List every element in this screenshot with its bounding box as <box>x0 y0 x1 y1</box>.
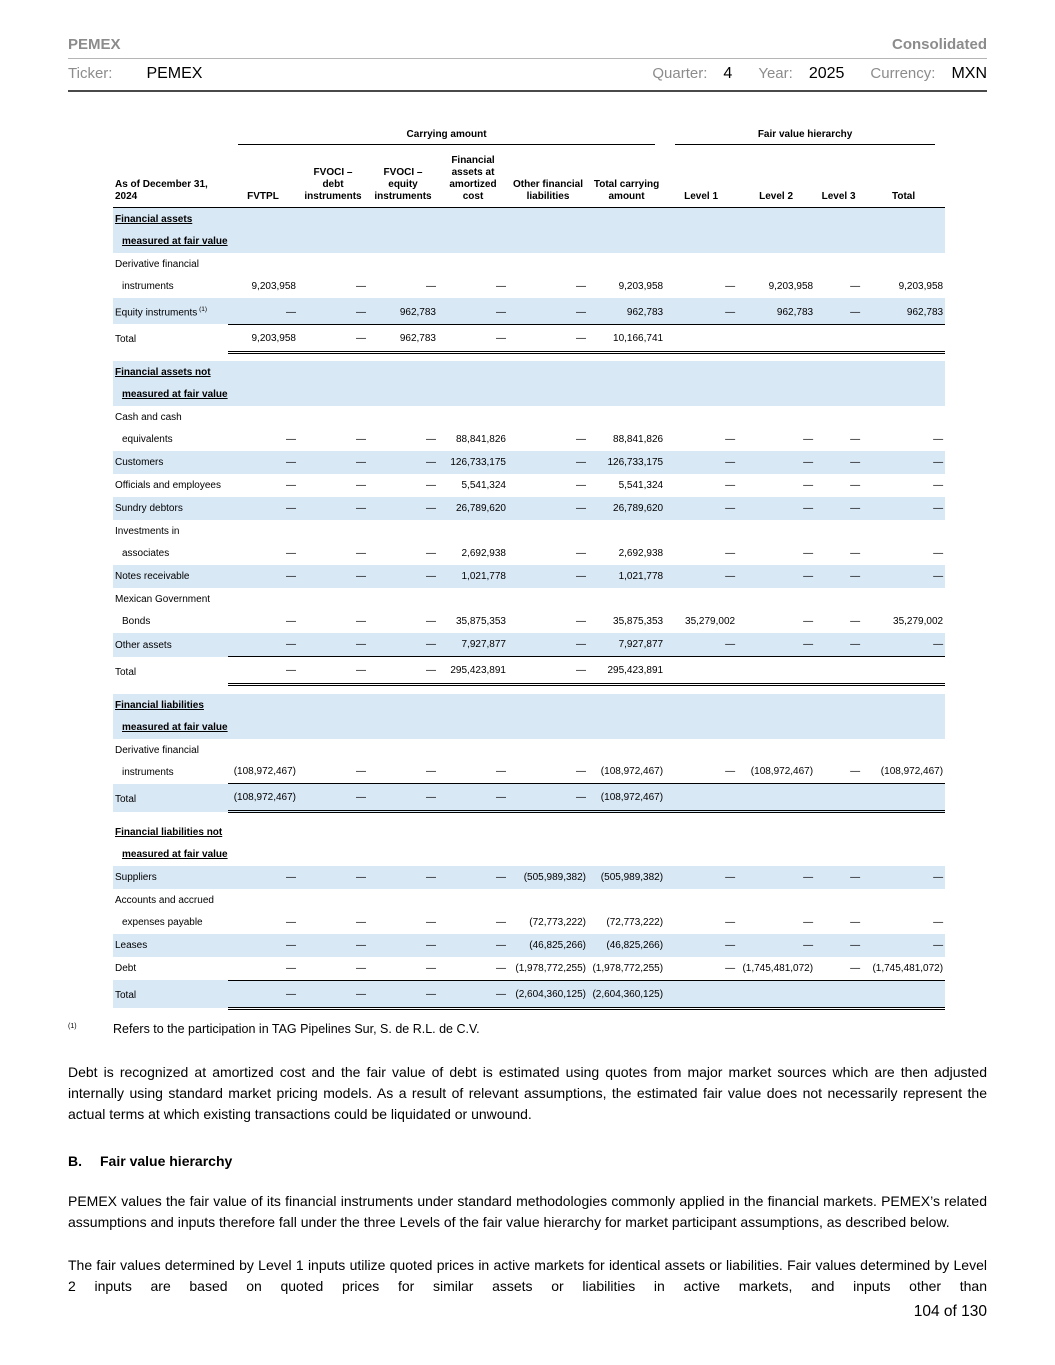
spacer-cell <box>113 685 945 694</box>
cell-value: — <box>228 565 298 588</box>
row-label: Total <box>115 666 137 678</box>
cell-value: — <box>298 565 368 588</box>
col-header-fvoci-debt: FVOCI – debt instruments <box>298 154 368 208</box>
cell-value: — <box>815 497 862 520</box>
brand-title: PEMEX <box>68 36 121 53</box>
cell-value: — <box>496 962 506 974</box>
levels-description-paragraph: The fair values determined by Level 1 inputs utilize quoted prices in active markets for identical assets or liabilities. Fair values determined by Level 2 inputs are based on quoted prices for similar assets or liabilities in active markets, and inputs other than <box>68 1256 987 1294</box>
col-header-total: Total <box>862 154 945 208</box>
fair-value-hierarchy-group <box>665 128 945 154</box>
row-label: Investments in associates <box>115 526 180 560</box>
total-row <box>113 784 945 812</box>
cell-value: — <box>356 281 366 292</box>
cell-value: (1,745,481,072) <box>742 962 814 974</box>
cell-value: — <box>286 480 296 492</box>
cell-value: 1,021,778 <box>588 565 665 588</box>
cell-value: — <box>737 565 815 588</box>
cell-value: — <box>298 633 368 657</box>
cell-value: — <box>496 281 506 292</box>
cell-value: — <box>862 497 945 520</box>
cell-value: — <box>803 434 814 446</box>
cell-value: 88,841,826 <box>455 434 506 446</box>
cell-value: 9,203,958 <box>618 281 664 292</box>
ticker-label: Ticker: <box>68 65 113 82</box>
cell-value: — <box>426 480 436 492</box>
debt-note-paragraph: Debt is recognized at amortized cost and the fair value of debt is estimated using quotes from major market sources which are then adjusted internally using standard market pricing models. As a result of relevant assumptions, the estimated fair value does not necessarily represent the actual terms at which existing transactions could be liquidated or unwound. <box>68 1063 987 1122</box>
table-row <box>113 406 945 451</box>
cell-value <box>737 980 815 1008</box>
row-label: Accounts and accrued expenses payable <box>115 894 214 928</box>
year-value: 2025 <box>808 65 845 82</box>
cell-value: 9,203,958 <box>228 324 298 352</box>
cell-value: — <box>368 980 438 1008</box>
cell-value: — <box>803 916 814 928</box>
cell-value: — <box>576 480 586 492</box>
cell-value: (72,773,222) <box>606 916 664 928</box>
col-header-fvoci-equity: FVOCI – equity instruments <box>368 154 438 208</box>
cell-value: — <box>815 298 862 324</box>
row-label: Financial assets not measured at fair value <box>113 361 945 406</box>
row-label: Total <box>113 980 228 1008</box>
cell-value: — <box>850 434 861 446</box>
cell-value: — <box>508 565 588 588</box>
cell-value: — <box>725 281 736 292</box>
cell-value: — <box>665 565 737 588</box>
cell-value: (1,978,772,255) <box>592 962 664 974</box>
col-header-other-financial-liabilities: Other financial liabilities <box>508 154 588 208</box>
cell-value: (505,989,382) <box>588 866 665 889</box>
cell-value <box>815 657 862 685</box>
row-label: Financial liabilities measured at fair value <box>113 694 945 739</box>
cell-value: (46,825,266) <box>588 934 665 957</box>
row-label: Officials and employees <box>115 480 221 492</box>
col-header-level-1: Level 1 <box>665 154 737 208</box>
total-row <box>113 657 945 685</box>
cell-value <box>665 784 737 812</box>
year-label: Year: <box>758 65 793 82</box>
cell-value <box>815 324 862 352</box>
cell-value: — <box>725 480 736 492</box>
cell-value: — <box>228 298 298 324</box>
cell-value: (108,972,467) <box>600 766 664 778</box>
table-row <box>113 253 945 298</box>
cell-value: — <box>356 480 366 492</box>
cell-value: — <box>426 962 436 974</box>
cell-value <box>862 980 945 1008</box>
cell-value: (1,745,481,072) <box>872 962 944 974</box>
column-header-row <box>113 154 945 208</box>
cell-value: — <box>368 497 438 520</box>
cell-value: 35,875,353 <box>613 616 664 628</box>
currency-label: Currency: <box>870 65 936 82</box>
cell-value: (108,972,467) <box>880 766 944 778</box>
cell-value: — <box>737 866 815 889</box>
cell-value: — <box>815 565 862 588</box>
cell-value: — <box>850 480 861 492</box>
col-header-total-carrying-amount: Total carrying amount <box>588 154 665 208</box>
cell-value: — <box>737 451 815 474</box>
cell-value: — <box>576 766 586 778</box>
cell-value: 962,783 <box>368 298 438 324</box>
cell-value: — <box>862 866 945 889</box>
cell-value: — <box>665 298 737 324</box>
stub-header: As of December 31, 2024 <box>113 154 228 208</box>
spacer-row <box>113 352 945 361</box>
cell-value: 7,927,877 <box>438 633 508 657</box>
cell-value: — <box>862 451 945 474</box>
total-row <box>113 980 945 1008</box>
cell-value <box>665 657 737 685</box>
report-type-label: Consolidated <box>891 36 987 53</box>
cell-value <box>815 784 862 812</box>
cell-value: — <box>438 934 508 957</box>
cell-value: 962,783 <box>588 298 665 324</box>
cell-value: — <box>228 866 298 889</box>
cell-value <box>862 324 945 352</box>
cell-value: (108,972,467) <box>750 766 814 778</box>
cell-value: 126,733,175 <box>588 451 665 474</box>
cell-value: — <box>862 934 945 957</box>
row-label: Derivative financial instruments <box>115 259 199 292</box>
cell-value: 9,203,958 <box>251 281 296 292</box>
cell-value: (2,604,360,125) <box>508 980 588 1008</box>
header-ticker-row <box>68 59 987 92</box>
cell-value: — <box>665 451 737 474</box>
section-heading <box>68 1153 987 1169</box>
table-row <box>113 565 945 588</box>
cell-value: 10,166,741 <box>588 324 665 352</box>
cell-value: — <box>725 962 736 974</box>
row-label: Other assets <box>113 633 228 657</box>
total-row <box>113 324 945 352</box>
cell-value: 35,279,002 <box>685 616 736 628</box>
cell-value: — <box>803 616 814 628</box>
col-header-fvtpl: FVTPL <box>228 154 298 208</box>
row-label: Debt <box>115 963 137 975</box>
cell-value <box>665 980 737 1008</box>
cell-value: — <box>298 451 368 474</box>
table-row <box>113 451 945 474</box>
cell-value: — <box>298 980 368 1008</box>
row-label: Customers <box>113 451 228 474</box>
cell-value: 2,692,938 <box>618 548 664 560</box>
cell-value: 26,789,620 <box>588 497 665 520</box>
cell-value: — <box>508 324 588 352</box>
cell-value: (72,773,222) <box>529 916 586 928</box>
cell-value: — <box>508 497 588 520</box>
cell-value: — <box>496 916 506 928</box>
group-header-spacer <box>113 128 228 154</box>
cell-value: — <box>298 324 368 352</box>
cell-value: 5,541,324 <box>461 480 506 492</box>
cell-value: (108,972,467) <box>228 784 298 812</box>
cell-value: — <box>286 434 296 446</box>
row-label: Suppliers <box>113 866 228 889</box>
cell-value: (2,604,360,125) <box>588 980 665 1008</box>
col-header-level-3: Level 3 <box>815 154 862 208</box>
row-label: Equity instruments $^{(1)}$ <box>113 298 228 324</box>
cell-value: — <box>426 766 436 778</box>
cell-value: — <box>815 934 862 957</box>
spacer-row <box>113 812 945 821</box>
section-header-row <box>113 821 945 866</box>
quarter-label: Quarter: <box>652 65 708 82</box>
cell-value: — <box>933 916 944 928</box>
cell-value: — <box>508 657 588 685</box>
cell-value: — <box>286 548 296 560</box>
cell-value <box>862 784 945 812</box>
cell-value: — <box>356 616 366 628</box>
cell-value: — <box>228 657 298 685</box>
hierarchy-intro-paragraph: PEMEX values the fair value of its financial instruments under standard methodologies commonly applied in the financial markets. PEMEX’s related assumptions and inputs therefore fall under the three Levels of the fair value hierarchy for market participant assumptions, as described below. <box>68 1192 987 1230</box>
cell-value: 2,692,938 <box>461 548 506 560</box>
cell-value: — <box>228 451 298 474</box>
cell-value: — <box>933 480 944 492</box>
cell-value: — <box>426 548 436 560</box>
table-row <box>113 934 945 957</box>
table-row <box>113 866 945 889</box>
cell-value: (1,978,772,255) <box>515 962 586 974</box>
cell-value: — <box>725 766 736 778</box>
spacer-row <box>113 685 945 694</box>
cell-value: — <box>803 548 814 560</box>
cell-value: 26,789,620 <box>438 497 508 520</box>
cell-value: — <box>368 657 438 685</box>
section-heading-text: Fair value hierarchy <box>100 1152 233 1169</box>
cell-value <box>737 784 815 812</box>
cell-value <box>737 657 815 685</box>
cell-value: — <box>228 497 298 520</box>
cell-value: — <box>665 633 737 657</box>
cell-value: 295,423,891 <box>438 657 508 685</box>
cell-value: — <box>438 298 508 324</box>
cell-value: — <box>228 633 298 657</box>
row-label: Sundry debtors <box>113 497 228 520</box>
footnote-text: Refers to the participation in TAG Pipelines Sur, S. de R.L. de C.V. <box>113 1021 480 1036</box>
section-heading-letter: B. <box>68 1152 82 1169</box>
cell-value: — <box>725 916 736 928</box>
cell-value: 35,279,002 <box>893 616 944 628</box>
col-header-amortized-cost: Financial assets at amortized cost <box>438 154 508 208</box>
table-row <box>113 889 945 934</box>
cell-value: 962,783 <box>368 324 438 352</box>
footnote-marker: (1) <box>68 1022 77 1030</box>
cell-value: — <box>438 980 508 1008</box>
cell-value: — <box>576 616 586 628</box>
cell-value: 7,927,877 <box>588 633 665 657</box>
table-row <box>113 633 945 657</box>
cell-value: 5,541,324 <box>618 480 664 492</box>
cell-value: — <box>438 324 508 352</box>
cell-value: — <box>508 298 588 324</box>
cell-value: — <box>737 934 815 957</box>
row-label: Derivative financial instruments <box>115 744 199 778</box>
cell-value: — <box>815 451 862 474</box>
cell-value: 9,203,958 <box>768 281 814 292</box>
cell-value: — <box>850 766 861 778</box>
cell-value: — <box>933 548 944 560</box>
cell-value: — <box>298 298 368 324</box>
cell-value: — <box>298 657 368 685</box>
carrying-amount-header: Carrying amount <box>238 129 655 145</box>
cell-value: 9,203,958 <box>898 281 944 292</box>
page-number: 104 of 130 <box>913 1303 987 1320</box>
ticker-value: PEMEX <box>146 65 203 82</box>
cell-value: — <box>368 451 438 474</box>
cell-value: — <box>665 934 737 957</box>
cell-value: — <box>737 633 815 657</box>
cell-value: — <box>356 434 366 446</box>
cell-value: — <box>576 434 586 446</box>
cell-value: — <box>368 633 438 657</box>
cell-value: (108,972,467) <box>588 784 665 812</box>
cell-value: — <box>665 497 737 520</box>
table-row <box>113 474 945 497</box>
cell-value: — <box>368 565 438 588</box>
footnote <box>68 1022 987 1036</box>
cell-value: — <box>803 480 814 492</box>
carrying-amount-group <box>228 128 665 154</box>
cell-value: — <box>356 916 366 928</box>
cell-value: — <box>862 565 945 588</box>
cell-value: — <box>576 548 586 560</box>
cell-value <box>862 657 945 685</box>
spacer-cell <box>113 812 945 821</box>
cell-value: — <box>850 548 861 560</box>
footnote-ref: (1) <box>197 306 208 313</box>
cell-value: 962,783 <box>862 298 945 324</box>
cell-value: 126,733,175 <box>438 451 508 474</box>
table-row <box>113 298 945 324</box>
cell-value: 88,841,826 <box>613 434 664 446</box>
cell-value: — <box>815 633 862 657</box>
cell-value: — <box>438 784 508 812</box>
section-header-row <box>113 694 945 739</box>
cell-value: (46,825,266) <box>508 934 588 957</box>
cell-value: 35,875,353 <box>455 616 506 628</box>
cell-value: — <box>815 866 862 889</box>
cell-value: — <box>508 633 588 657</box>
cell-value: — <box>576 281 586 292</box>
table-row <box>113 739 945 784</box>
cell-value: — <box>426 616 436 628</box>
row-label: Financial assets measured at fair value <box>113 208 945 254</box>
cell-value <box>815 980 862 1008</box>
cell-value: — <box>286 916 296 928</box>
cell-value: 1,021,778 <box>438 565 508 588</box>
cell-value: — <box>426 434 436 446</box>
cell-value: — <box>286 962 296 974</box>
cell-value: 295,423,891 <box>588 657 665 685</box>
cell-value: — <box>298 866 368 889</box>
cell-value: — <box>356 548 366 560</box>
table-row <box>113 497 945 520</box>
currency-value: MXN <box>951 65 987 82</box>
table-row <box>113 588 945 633</box>
fair-value-hierarchy-header: Fair value hierarchy <box>675 129 935 145</box>
header-brand-row <box>68 36 987 59</box>
cell-value: (108,972,467) <box>233 766 296 778</box>
row-label: Mexican Government Bonds <box>115 594 211 628</box>
cell-value: — <box>426 281 436 292</box>
table-row <box>113 957 945 981</box>
cell-value: — <box>850 281 861 292</box>
row-label: Financial liabilities not measured at fair value <box>115 826 228 860</box>
section-header-row <box>113 208 945 254</box>
fair-value-table <box>113 128 945 1010</box>
cell-value <box>737 324 815 352</box>
row-label: Notes receivable <box>113 565 228 588</box>
cell-value: — <box>737 497 815 520</box>
cell-value: — <box>508 451 588 474</box>
cell-value: — <box>508 784 588 812</box>
cell-value: — <box>725 548 736 560</box>
row-label: Cash and cash equivalents <box>115 412 182 446</box>
cell-value: — <box>298 934 368 957</box>
cell-value: — <box>298 497 368 520</box>
row-label: Total <box>113 784 228 812</box>
spacer-cell <box>113 352 945 361</box>
cell-value: — <box>665 866 737 889</box>
cell-value: — <box>368 866 438 889</box>
header-meta-group <box>626 65 987 83</box>
cell-value: — <box>286 616 296 628</box>
cell-value: 962,783 <box>737 298 815 324</box>
cell-value: — <box>850 962 861 974</box>
cell-value: — <box>228 934 298 957</box>
section-header-row <box>113 361 945 406</box>
cell-value: — <box>368 934 438 957</box>
cell-value: — <box>228 980 298 1008</box>
cell-value <box>665 324 737 352</box>
col-header-level-2: Level 2 <box>737 154 815 208</box>
row-label: Leases <box>113 934 228 957</box>
cell-value: — <box>933 434 944 446</box>
cell-value: (505,989,382) <box>508 866 588 889</box>
quarter-value: 4 <box>723 65 733 82</box>
cell-value: — <box>725 434 736 446</box>
cell-value: — <box>356 962 366 974</box>
cell-value: — <box>368 784 438 812</box>
cell-value: — <box>356 766 366 778</box>
row-label: Total <box>115 334 137 346</box>
table-row <box>113 520 945 565</box>
cell-value: — <box>298 784 368 812</box>
group-header-row <box>113 128 945 154</box>
cell-value: — <box>862 633 945 657</box>
cell-value: — <box>496 766 506 778</box>
cell-value: — <box>850 916 861 928</box>
cell-value: — <box>426 916 436 928</box>
cell-value: — <box>850 616 861 628</box>
cell-value: — <box>438 866 508 889</box>
